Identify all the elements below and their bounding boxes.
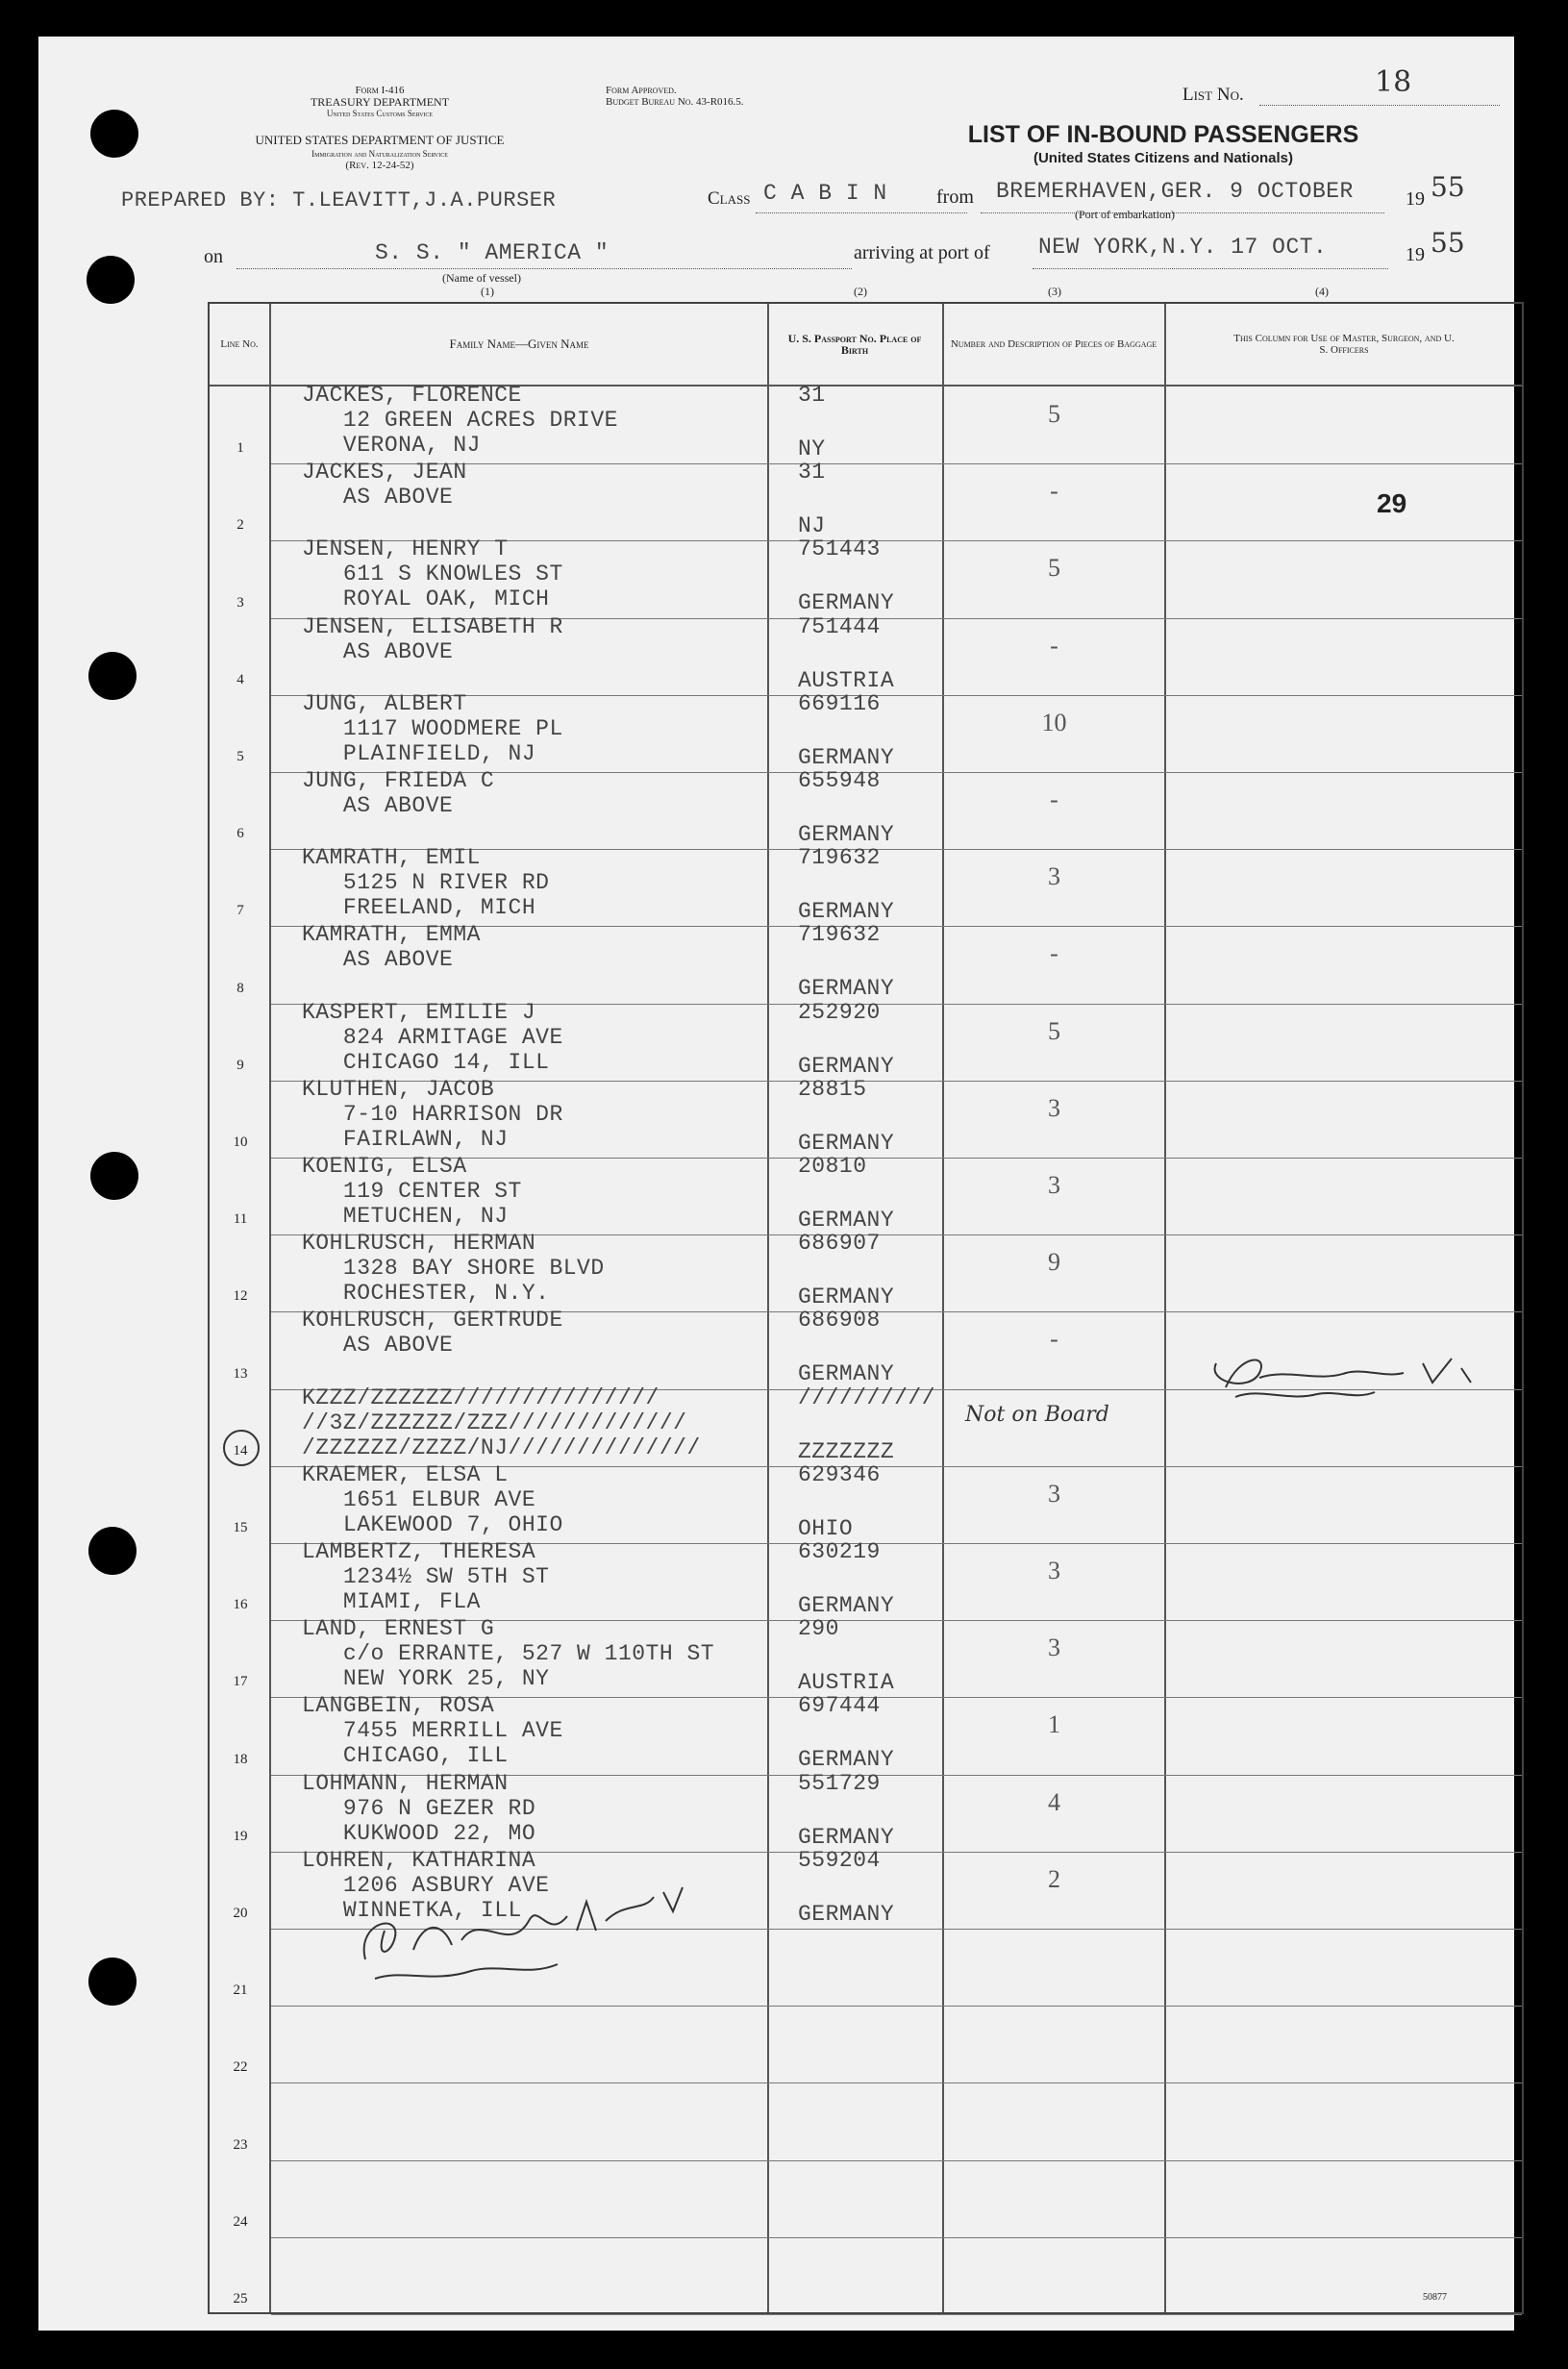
passenger-address: 5125 N RIVER RD	[302, 870, 550, 896]
arriving-label: arriving at port of	[854, 242, 990, 263]
passenger-address: FREELAND, MICH	[302, 895, 536, 921]
class-label: Class	[708, 188, 751, 209]
row-number: 25	[233, 2291, 248, 2307]
place-of-birth: NJ	[798, 513, 826, 539]
passport-number: 630219	[798, 1539, 881, 1564]
signature-row-20-text	[442, 1921, 450, 1922]
header-baggage: Number and Description of Pieces of Baggage	[950, 338, 1157, 350]
row-divider	[271, 2237, 1522, 2238]
footer-code: 50877	[1423, 2292, 1447, 2303]
passport-number: 686907	[798, 1231, 881, 1257]
place-of-birth: GERMANY	[798, 1284, 895, 1310]
baggage-count: Not on Board	[965, 1402, 1109, 1427]
col-number-2: (2)	[854, 285, 867, 298]
passenger-address: WINNETKA, ILL	[302, 1897, 522, 1923]
header-officers: This Column for Use of Master, Surgeon, and U. S. Officers	[1233, 333, 1455, 356]
line-14-circle	[223, 1430, 260, 1466]
passenger-address: AS ABOVE	[302, 638, 454, 664]
baggage-count: 10	[1041, 708, 1067, 736]
prepared-by: PREPARED BY: T.LEAVITT,J.A.PURSER	[121, 188, 557, 212]
passenger-address: 12 GREEN ACRES DRIVE	[302, 408, 618, 433]
passenger-name: LOHREN, KATHARINA	[302, 1847, 536, 1873]
passport-number: 28815	[798, 1076, 867, 1102]
year-from: 55	[1431, 171, 1465, 203]
col-number-3: (3)	[1048, 285, 1061, 298]
passport-number: 719632	[798, 845, 881, 871]
col-divider	[767, 304, 769, 2312]
ins-service: Immigration and Naturalization Service	[311, 149, 448, 159]
baggage-count: 9	[1048, 1248, 1060, 1277]
baggage-count: -	[1050, 477, 1058, 506]
justice-dept: UNITED STATES DEPARTMENT OF JUSTICE	[255, 133, 505, 147]
row-number: 13	[233, 1365, 248, 1382]
place-of-birth: ZZZZZZZ	[798, 1438, 895, 1464]
row-number: 9	[236, 1057, 244, 1073]
passport-number: 655948	[798, 768, 881, 793]
place-of-birth: GERMANY	[798, 822, 895, 847]
passport-number: 551729	[798, 1770, 881, 1796]
passport-number: 559204	[798, 1847, 881, 1873]
row-number: 23	[233, 2136, 248, 2153]
passenger-address: 611 S KNOWLES ST	[302, 561, 563, 587]
row-number: 8	[236, 980, 244, 996]
baggage-count: 3	[1048, 862, 1060, 891]
manifest-sheet	[38, 37, 1514, 2331]
passenger-address: NEW YORK 25, NY	[302, 1666, 550, 1692]
budget-bureau: Budget Bureau No. 43-R016.5.	[606, 96, 744, 108]
baggage-count: -	[1050, 631, 1058, 660]
col-divider	[1164, 304, 1166, 2312]
row-number: 20	[233, 1906, 248, 1921]
passenger-address: 119 CENTER ST	[302, 1179, 522, 1204]
row-number: 17	[233, 1674, 248, 1690]
customs-service: United States Customs Service	[326, 109, 434, 118]
year-prefix-from: 19	[1406, 188, 1425, 210]
place-of-birth: GERMANY	[798, 1824, 895, 1850]
row-number: 11	[233, 1211, 248, 1228]
passport-number: 751444	[798, 613, 881, 639]
baggage-count: 3	[1048, 1479, 1060, 1508]
punch-hole	[88, 652, 137, 700]
row-divider	[271, 2160, 1522, 2161]
header-name: Family Name—Given Name	[449, 337, 589, 351]
passport-number: 252920	[798, 999, 881, 1025]
row-divider	[271, 2082, 1522, 2083]
passenger-name: LOHMANN, HERMAN	[302, 1770, 509, 1796]
passport-number: 669116	[798, 690, 881, 716]
baggage-count: 3	[1048, 1093, 1060, 1122]
passenger-name: KAMRATH, EMMA	[302, 922, 481, 948]
passenger-name: KLUTHEN, JACOB	[302, 1076, 495, 1102]
row-number: 24	[233, 2213, 248, 2230]
passport-number: 20810	[798, 1154, 867, 1179]
baggage-count: 2	[1048, 1864, 1060, 1893]
passenger-name: JUNG, ALBERT	[302, 690, 467, 716]
port-caption: (Port of embarkation)	[1075, 208, 1175, 221]
place-of-birth: GERMANY	[798, 1361, 895, 1387]
passenger-table	[208, 302, 1524, 2314]
passenger-address: ROYAL OAK, MICH	[302, 586, 550, 612]
passenger-name: LAMBERTZ, THERESA	[302, 1539, 536, 1564]
baggage-count: 3	[1048, 1633, 1060, 1662]
passenger-name: JENSEN, HENRY T	[302, 536, 509, 562]
passenger-address: ROCHESTER, N.Y.	[302, 1281, 550, 1307]
baggage-count: -	[1050, 1325, 1058, 1354]
row-number: 10	[233, 1135, 248, 1150]
punch-hole	[88, 1958, 137, 2006]
list-no-value: 18	[1375, 65, 1412, 99]
passenger-address: 1234½ SW 5TH ST	[302, 1564, 550, 1589]
passenger-name: KASPERT, EMILIE J	[302, 999, 536, 1025]
passenger-name: KOHLRUSCH, GERTRUDE	[302, 1308, 563, 1334]
row-divider	[271, 2314, 1522, 2315]
place-of-birth: GERMANY	[798, 1901, 895, 1927]
row-number: 5	[236, 749, 244, 764]
place-of-birth: AUSTRIA	[798, 1670, 895, 1696]
passport-number: 290	[798, 1616, 839, 1642]
list-no-line	[1259, 104, 1500, 106]
arriving-line	[1033, 267, 1388, 269]
baggage-count: -	[1050, 786, 1058, 813]
passenger-name: LAND, ERNEST G	[302, 1616, 495, 1642]
row-number: 14	[233, 1442, 248, 1459]
row-number: 22	[233, 2059, 248, 2076]
place-of-birth: GERMANY	[798, 1593, 895, 1618]
header-passport: U. S. Passport No. Place of Birth	[787, 332, 922, 357]
on-label: on	[204, 246, 223, 267]
passenger-name: JUNG, FRIEDA C	[302, 768, 495, 793]
stamp-number: 29	[1377, 488, 1407, 518]
passenger-name: LANGBEIN, ROSA	[302, 1693, 495, 1719]
passport-number: 686908	[798, 1308, 881, 1334]
passenger-name: KZZZ/ZZZZZZ///////////////	[302, 1384, 660, 1410]
place-of-birth: GERMANY	[798, 1130, 895, 1156]
place-of-birth: GERMANY	[798, 590, 895, 616]
signature-row-14-text	[1202, 1375, 1213, 1376]
baggage-count: 3	[1048, 1171, 1060, 1199]
class-line	[756, 212, 967, 213]
passenger-address: KUKWOOD 22, MO	[302, 1820, 536, 1846]
place-of-birth: GERMANY	[798, 1208, 895, 1233]
vessel-name: S. S. " AMERICA "	[375, 240, 610, 265]
place-of-birth: OHIO	[798, 1515, 854, 1541]
passenger-address: METUCHEN, NJ	[302, 1204, 509, 1229]
row-divider	[271, 2006, 1522, 2007]
page-title: LIST OF IN-BOUND PASSENGERS	[967, 121, 1359, 148]
signature-row-20	[346, 1863, 731, 1998]
place-of-birth: NY	[798, 436, 826, 461]
row-number: 16	[233, 1597, 248, 1613]
page-subtitle: (United States Citizens and Nationals)	[1033, 150, 1294, 166]
passenger-address: 1651 ELBUR AVE	[302, 1486, 536, 1512]
punch-hole	[87, 256, 135, 304]
passport-number: 31	[798, 460, 826, 486]
row-number: 4	[236, 671, 244, 687]
row-number: 15	[233, 1520, 248, 1535]
punch-hole	[88, 1527, 137, 1575]
passenger-address: AS ABOVE	[302, 947, 454, 973]
passenger-address: AS ABOVE	[302, 1333, 454, 1359]
row-number: 2	[236, 517, 244, 534]
passenger-name: KOHLRUSCH, HERMAN	[302, 1231, 536, 1257]
col-number-4: (4)	[1315, 285, 1329, 298]
from-value: BREMERHAVEN,GER. 9 OCTOBER	[996, 179, 1354, 204]
place-of-birth: AUSTRIA	[798, 667, 895, 693]
passport-number: 751443	[798, 536, 881, 562]
row-number: 18	[233, 1751, 248, 1767]
passport-number: 31	[798, 383, 826, 408]
year-prefix-arr: 19	[1406, 244, 1425, 265]
passenger-address: AS ABOVE	[302, 485, 454, 511]
place-of-birth: GERMANY	[798, 744, 895, 770]
list-no-label: List No.	[1182, 85, 1244, 105]
vessel-caption: (Name of vessel)	[442, 271, 521, 285]
row-number: 12	[233, 1288, 248, 1305]
year-arr: 55	[1431, 227, 1465, 259]
from-line	[981, 212, 1384, 213]
passenger-address: 976 N GEZER RD	[302, 1795, 536, 1821]
passenger-address: 1206 ASBURY AVE	[302, 1872, 550, 1898]
place-of-birth: GERMANY	[798, 976, 895, 1002]
passenger-name: KRAEMER, ELSA L	[302, 1461, 509, 1487]
from-label: from	[936, 187, 974, 208]
form-approved: Form Approved.	[606, 85, 677, 96]
place-of-birth: GERMANY	[798, 1053, 895, 1079]
baggage-count: 5	[1048, 554, 1060, 583]
baggage-count: 5	[1048, 1016, 1060, 1045]
passenger-address: //3Z/ZZZZZZ/ZZZ/////////////	[302, 1409, 687, 1435]
row-number: 3	[236, 594, 244, 611]
passenger-name: KOENIG, ELSA	[302, 1154, 467, 1179]
passenger-address: 7-10 HARRISON DR	[302, 1101, 563, 1127]
passenger-address: MIAMI, FLA	[302, 1589, 481, 1614]
passenger-address: CHICAGO, ILL	[302, 1743, 509, 1769]
revision-date: (Rev. 12-24-52)	[345, 160, 414, 171]
passenger-address: PLAINFIELD, NJ	[302, 740, 536, 766]
header-line-no: Line No.	[220, 338, 259, 350]
baggage-count: 3	[1048, 1557, 1060, 1584]
passenger-address: 1328 BAY SHORE BLVD	[302, 1256, 605, 1282]
passenger-address: 7455 MERRILL AVE	[302, 1718, 563, 1744]
passenger-address: c/o ERRANTE, 527 W 110TH ST	[302, 1641, 715, 1667]
passenger-name: KAMRATH, EMIL	[302, 845, 481, 871]
place-of-birth: GERMANY	[798, 899, 895, 925]
passenger-address: LAKEWOOD 7, OHIO	[302, 1511, 563, 1537]
vessel-line	[236, 267, 852, 269]
baggage-count: 5	[1048, 400, 1060, 428]
passenger-name: JACKES, FLORENCE	[302, 383, 522, 408]
place-of-birth: GERMANY	[798, 1747, 895, 1773]
form-number: Form I-416	[355, 85, 405, 96]
punch-hole	[90, 1152, 138, 1200]
signature-row-14	[981, 1344, 1519, 1421]
passenger-name: JENSEN, ELISABETH R	[302, 613, 563, 639]
passenger-address: /ZZZZZZ/ZZZZ/NJ//////////////	[302, 1434, 701, 1460]
row-number: 7	[236, 903, 244, 919]
baggage-count: 4	[1048, 1787, 1060, 1816]
passenger-address: 1117 WOODMERE PL	[302, 715, 563, 741]
baggage-count: -	[1050, 939, 1058, 968]
row-number: 6	[236, 826, 244, 842]
passport-number: 697444	[798, 1693, 881, 1719]
col-number-1: (1)	[481, 285, 494, 298]
baggage-count: 1	[1048, 1710, 1060, 1739]
passenger-name: JACKES, JEAN	[302, 460, 467, 486]
passport-number: //////////	[798, 1384, 936, 1410]
class-value: C A B I N	[763, 181, 887, 206]
row-number: 21	[233, 1982, 248, 1999]
passenger-address: CHICAGO 14, ILL	[302, 1049, 550, 1075]
passenger-address: 824 ARMITAGE AVE	[302, 1024, 563, 1050]
row-number: 19	[233, 1828, 248, 1844]
punch-hole	[90, 110, 138, 158]
treasury-dept: TREASURY DEPARTMENT	[310, 95, 450, 109]
col-divider	[942, 304, 944, 2312]
passenger-address: VERONA, NJ	[302, 433, 481, 458]
passport-number: 629346	[798, 1461, 881, 1487]
row-number: 1	[236, 440, 244, 457]
arriving-value: NEW YORK,N.Y. 17 OCT.	[1038, 235, 1328, 260]
passenger-address: AS ABOVE	[302, 793, 454, 818]
passenger-address: FAIRLAWN, NJ	[302, 1126, 509, 1152]
passport-number: 719632	[798, 922, 881, 948]
